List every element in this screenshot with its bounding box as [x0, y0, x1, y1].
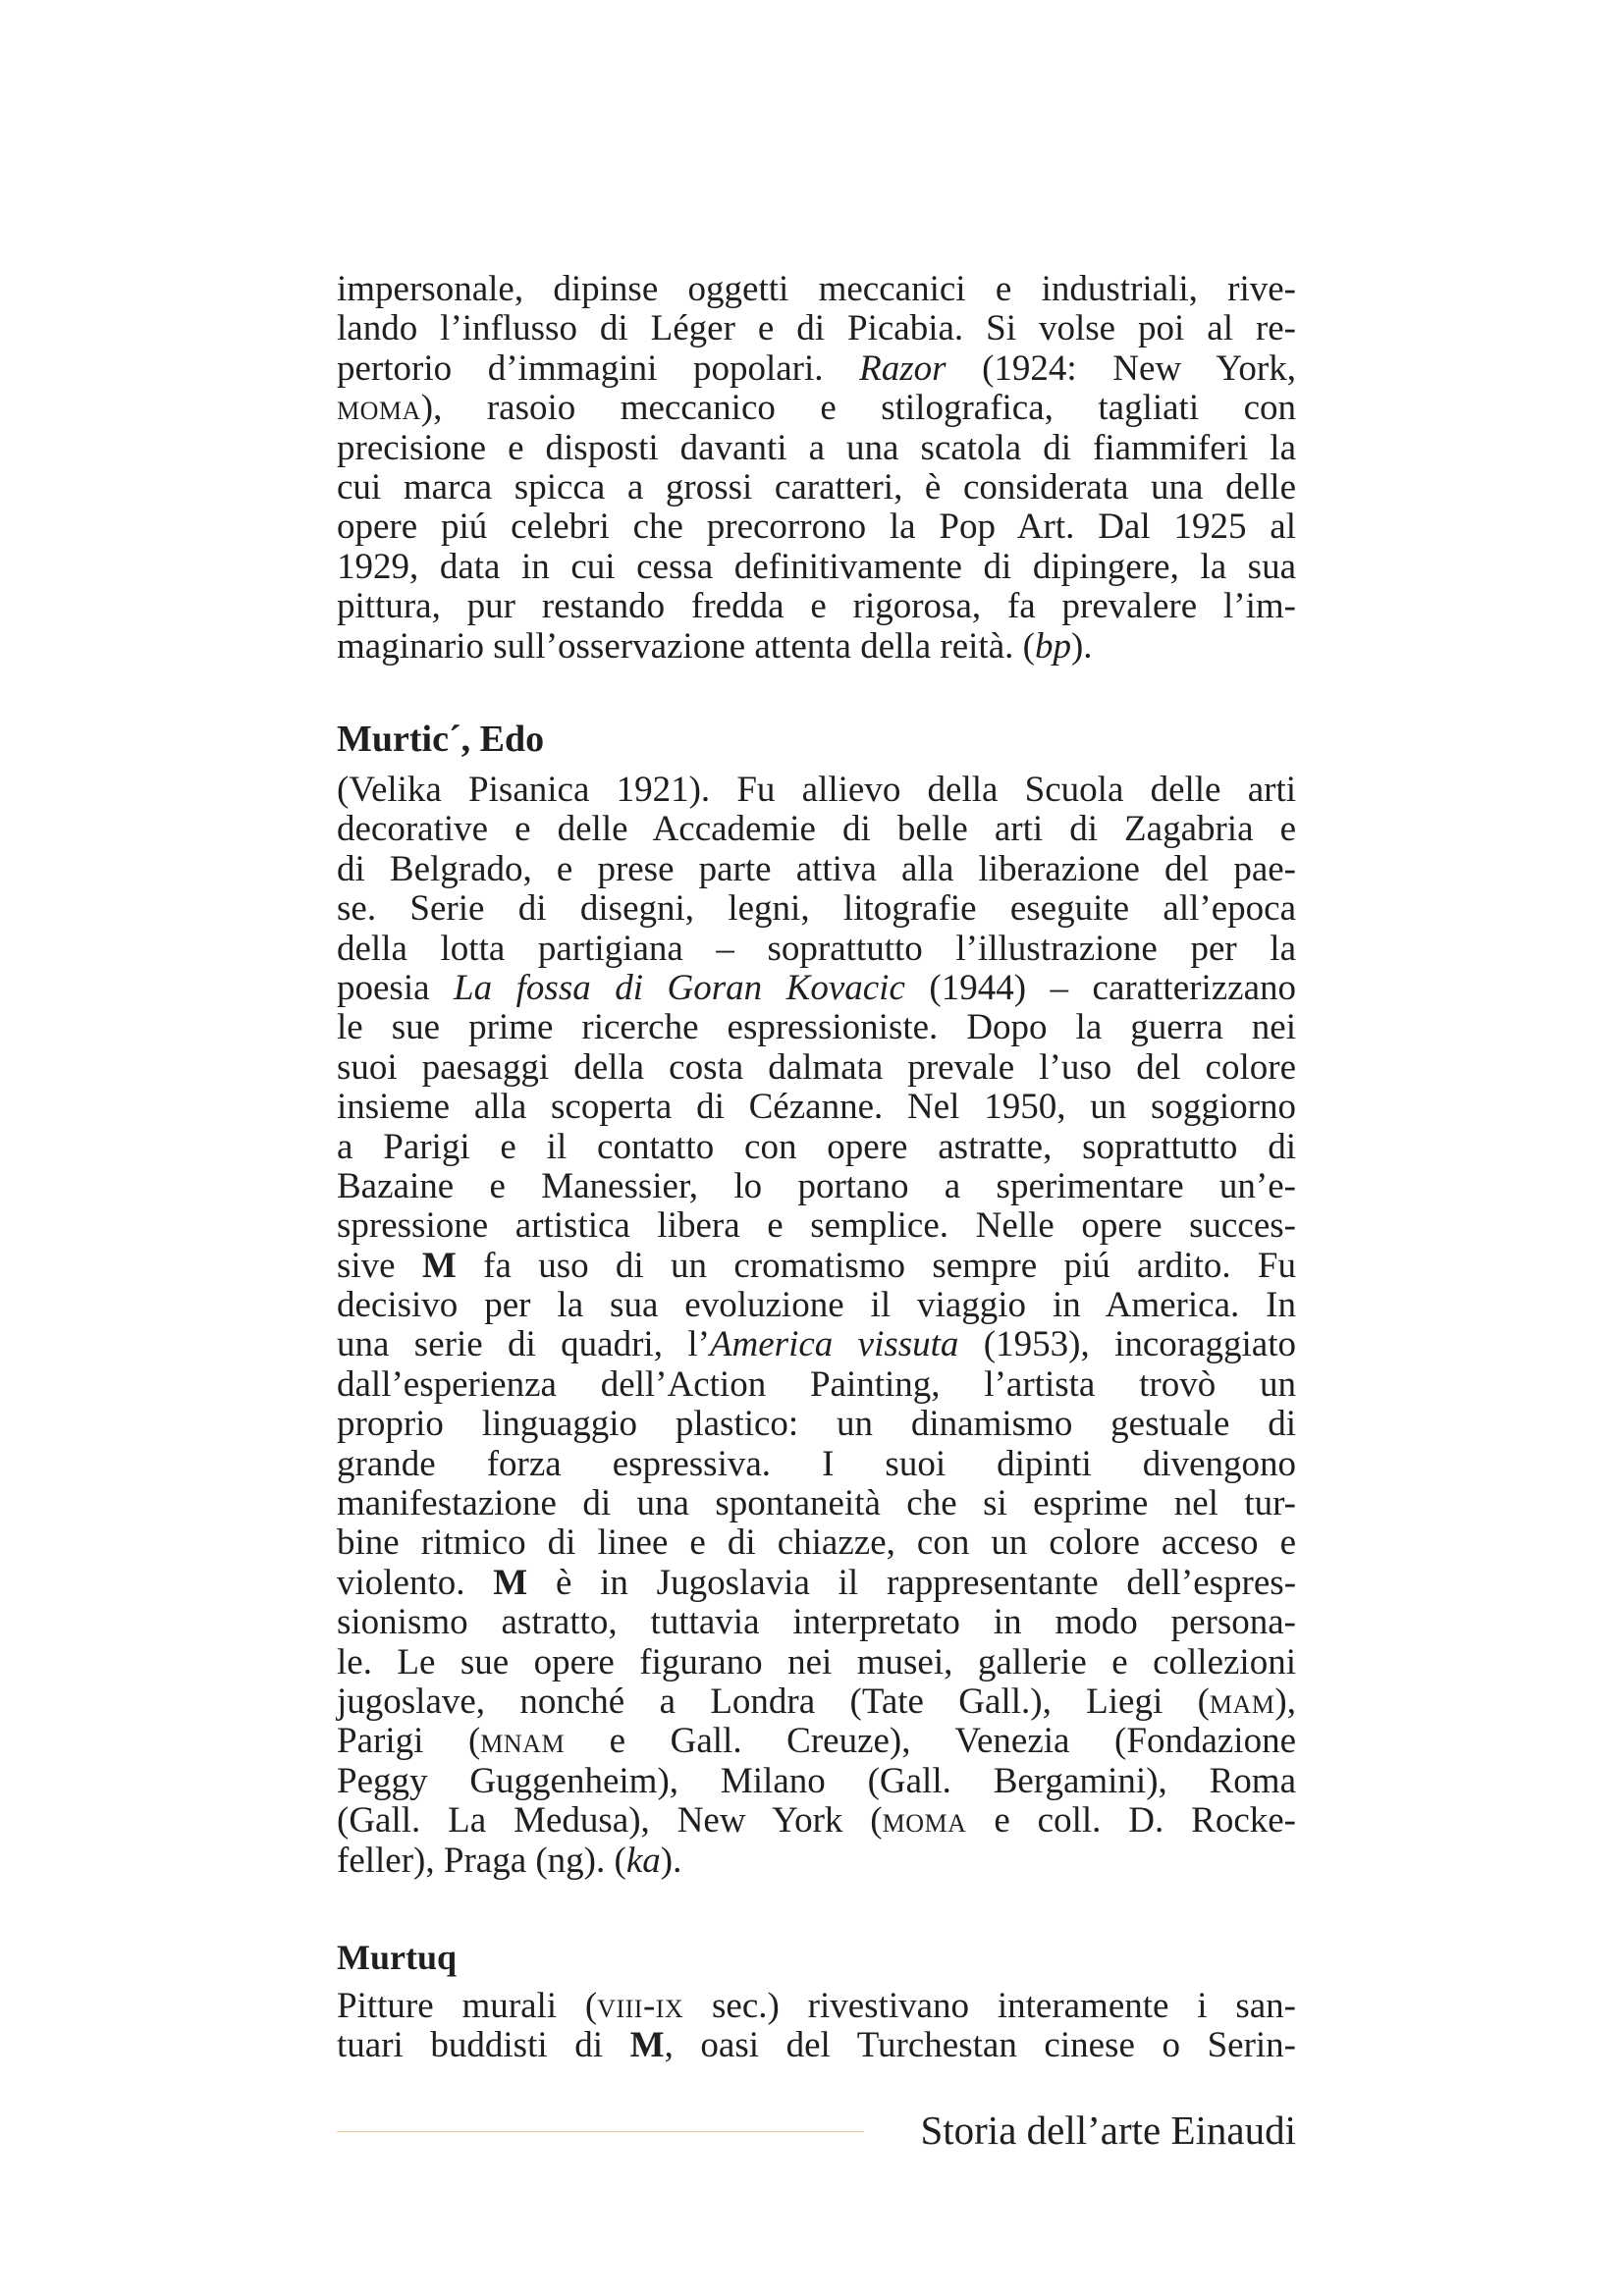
text-run: violento.	[337, 1562, 494, 1603]
footer-title: Storia dell’arte Einaudi	[920, 2108, 1296, 2153]
museum-abbreviation: moma	[337, 388, 421, 429]
museum-abbreviation: mam	[1209, 1681, 1275, 1722]
text-line	[337, 1801, 1296, 1841]
text-line: le. Le sue opere figurano nei musei, gallerie e collezioni	[337, 1641, 1296, 1682]
artwork-title: La fossa di Goran Kovacic	[454, 967, 905, 1008]
text-line	[337, 389, 1296, 428]
text-line	[337, 1842, 1296, 1881]
text-line: insieme alla scoperta di Cézanne. Nel 1950, un soggiorno	[337, 1087, 1296, 1128]
text-run: , oasi del Turchestan cinese o Serin-	[664, 2025, 1296, 2066]
entry-heading-murtuq	[337, 1936, 1296, 1979]
text-line: impersonale, dipinse oggetti meccanici e industriali, rive-	[337, 269, 1296, 309]
entry-body-murtuq	[337, 1987, 1296, 2066]
text-run: ).	[1070, 625, 1093, 667]
text-run: poesia	[337, 967, 455, 1008]
text-line: proprio linguaggio plastico: un dinamismo gestuale di	[337, 1404, 1296, 1445]
text-run: maginario sull’osservazione attenta della reità. (	[337, 625, 1035, 667]
text-run: ).	[660, 1840, 682, 1881]
text-run: (1953), incoraggiato	[958, 1324, 1296, 1365]
entry-heading-murtic	[337, 717, 1296, 762]
text-line: (Velika Pisanica 1921). Fu allievo della Scuola delle arti	[337, 770, 1296, 810]
entry-body-murtic	[337, 771, 1296, 1881]
text-line: Bazaine e Manessier, lo portano a sperimentare un’e-	[337, 1165, 1296, 1206]
footer-rule	[337, 2131, 864, 2132]
text-run: è in Jugoslavia il rappresentante dell’espres-	[527, 1562, 1297, 1603]
text-line: suoi paesaggi della costa dalmata prevale l’uso del colore	[337, 1046, 1296, 1088]
text-line: di Belgrado, e prese parte attiva alla liberazione del pae-	[337, 848, 1296, 889]
entry-abbreviation: M	[629, 2025, 665, 2066]
artwork-title: Razor	[859, 347, 947, 389]
entry-abbreviation: M	[421, 1245, 457, 1286]
text-line	[337, 1564, 1296, 1603]
text-line: della lotta partigiana – soprattutto l’illustrazione per la	[337, 928, 1296, 969]
entry-heading: Murtuq	[337, 1938, 458, 1977]
text-line: dall’esperienza dell’Action Painting, l’artista trovò un	[337, 1363, 1296, 1405]
text-run: ), rasoio meccanico e stilografica, tagliati con	[420, 388, 1296, 429]
museum-abbreviation: moma	[882, 1800, 967, 1842]
text-line: sionismo astratto, tuttavia interpretato in modo persona-	[337, 1602, 1296, 1643]
text-run: Parigi (	[337, 1721, 481, 1762]
text-line	[337, 1722, 1296, 1761]
text-line	[337, 627, 1296, 667]
text-line	[337, 1325, 1296, 1364]
entry-abbreviation: M	[493, 1562, 528, 1603]
text-run: una serie di quadri, l’	[337, 1324, 710, 1365]
text-line: 1929, data in cui cessa definitivamente di dipingere, la sua	[337, 546, 1296, 587]
continuation-paragraph	[337, 270, 1296, 667]
text-run: e Gall. Creuze), Venezia (Fondazione	[565, 1721, 1296, 1762]
text-run: Pitture murali (	[337, 1986, 598, 2026]
author-initials: bp	[1034, 625, 1071, 667]
text-line: pittura, pur restando fredda e rigorosa, fa prevalere l’im-	[337, 586, 1296, 627]
text-line: decisivo per la sua evoluzione il viaggio in America. In	[337, 1285, 1296, 1326]
author-initials: ka	[625, 1840, 661, 1881]
text-line: decorative e delle Accademie di belle arti di Zagabria e	[337, 809, 1296, 850]
text-line: se. Serie di disegni, legni, litografie eseguite all’epoca	[337, 888, 1296, 930]
text-line: opere piú celebri che precorrono la Pop Art. Dal 1925 al	[337, 507, 1296, 548]
text-run: (1924: New York,	[946, 347, 1296, 389]
text-line: a Parigi e il contatto con opere astratte, soprattutto di	[337, 1126, 1296, 1167]
museum-abbreviation: mnam	[480, 1721, 566, 1762]
text-line: lando l’influsso di Léger e di Picabia. Si volse poi al re-	[337, 308, 1296, 349]
text-line	[337, 349, 1296, 389]
text-run: sec.) rivestivano interamente i san-	[683, 1986, 1296, 2026]
text-run: (Gall. La Medusa), New York (	[337, 1800, 883, 1842]
text-line: spressione artistica libera e semplice. Nelle opere succes-	[337, 1205, 1296, 1247]
text-line	[337, 969, 1296, 1008]
text-run: tuari buddisti di	[337, 2025, 630, 2066]
text-line	[337, 2026, 1296, 2065]
text-run: jugoslave, nonché a Londra (Tate Gall.), Liegi (	[337, 1681, 1210, 1722]
text-run: fa uso di un cromatismo sempre piú ardito. Fu	[456, 1245, 1296, 1286]
text-line: Peggy Guggenheim), Milano (Gall. Bergamini), Roma	[337, 1760, 1296, 1801]
century-numeral: viii-ix	[597, 1986, 684, 2026]
text-run: (1944) – caratterizzano	[904, 967, 1296, 1008]
text-run: sive	[337, 1245, 422, 1286]
text-line: grande forza espressiva. I suoi dipinti divengono	[337, 1443, 1296, 1484]
text-line: bine ritmico di linee e di chiazze, con un colore acceso e	[337, 1522, 1296, 1564]
text-run: pertorio d’immagini popolari.	[337, 347, 860, 389]
entry-heading: Murtic´, Edo	[337, 719, 545, 760]
text-run: e coll. D. Rocke-	[966, 1800, 1296, 1842]
text-line	[337, 1682, 1296, 1722]
text-line	[337, 1247, 1296, 1286]
text-line: precisione e disposti davanti a una scatola di fiammiferi la	[337, 427, 1296, 468]
text-line: cui marca spicca a grossi caratteri, è considerata una delle	[337, 466, 1296, 507]
text-line: le sue prime ricerche espressioniste. Dopo la guerra nei	[337, 1007, 1296, 1048]
artwork-title: America vissuta	[709, 1324, 959, 1365]
text-line	[337, 1987, 1296, 2026]
text-run: ),	[1274, 1681, 1296, 1722]
text-run: feller), Praga (ng). (	[337, 1840, 626, 1881]
text-line: manifestazione di una spontaneità che si esprime nel tur-	[337, 1483, 1296, 1524]
